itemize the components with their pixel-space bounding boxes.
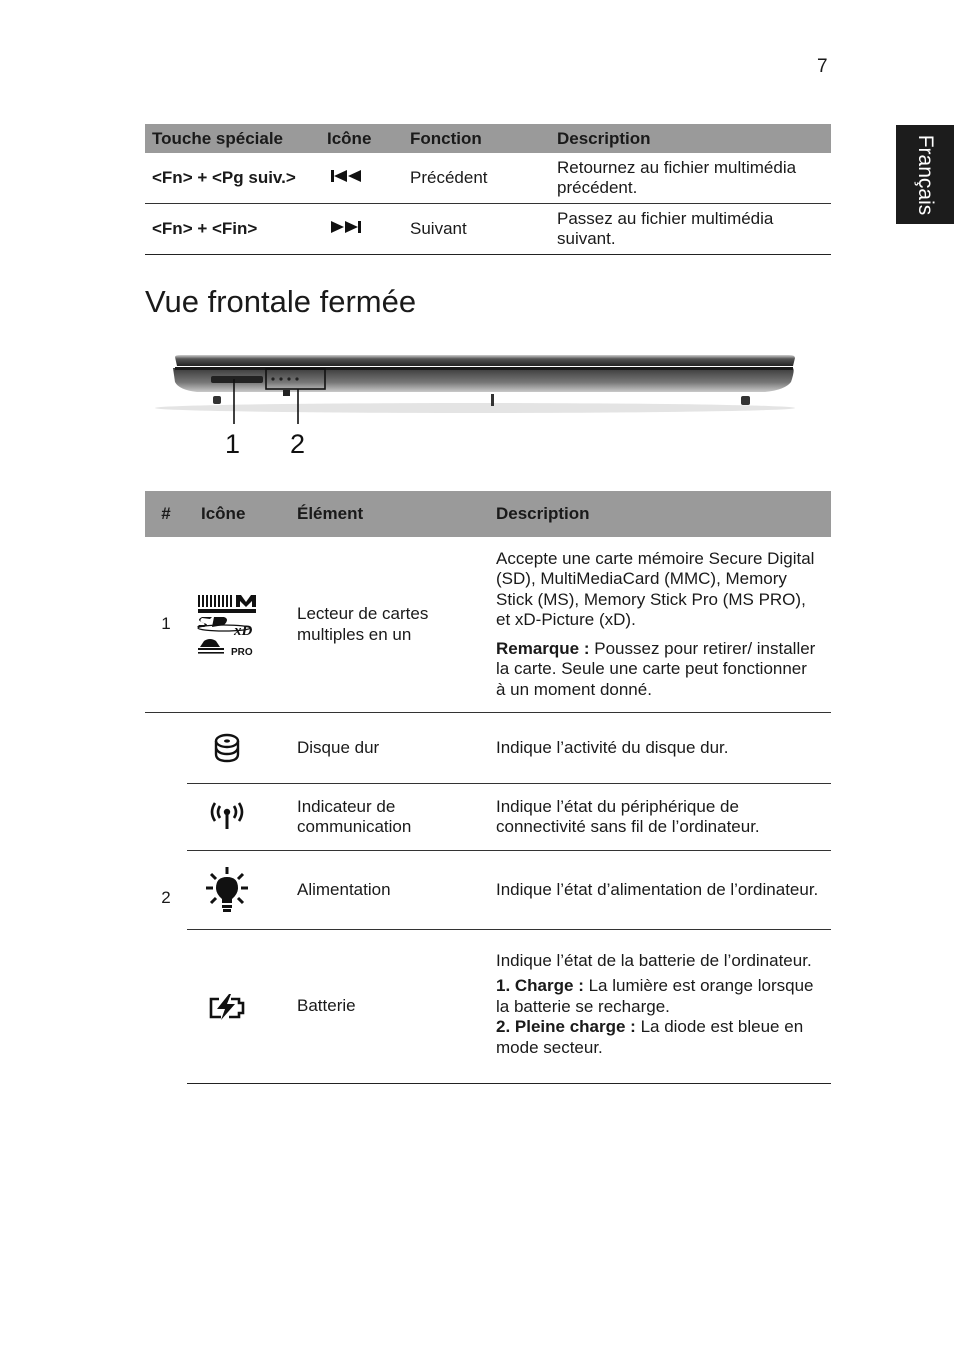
callout-label: 2 xyxy=(290,429,306,459)
column-header: # xyxy=(145,491,187,537)
function-name: Précédent xyxy=(403,153,550,204)
laptop-front-view-illustration xyxy=(145,346,805,466)
function-description: Passez au fichier multimédia suivant. xyxy=(550,204,831,255)
icon-cell xyxy=(187,713,297,784)
key-combo: <Fn> + <Fin> xyxy=(145,204,320,255)
column-header: Icône xyxy=(187,491,297,537)
table-row xyxy=(145,851,831,930)
note-label: Remarque : xyxy=(496,638,590,658)
table-header-row xyxy=(145,491,831,537)
icon-cell xyxy=(187,851,297,930)
status-item-label: 1. Charge : xyxy=(496,976,584,996)
column-header: Icône xyxy=(320,124,403,153)
table-row xyxy=(145,153,831,204)
table-row xyxy=(145,204,831,255)
element-description: Indique l’état du périphérique de connectivité sans fil de l’ordinateur. xyxy=(496,784,831,851)
card-reader-icon xyxy=(194,593,260,657)
icon-cell xyxy=(187,537,297,713)
description-text: Accepte une carte mémoire Secure Digital (SD), MultiMediaCard (MMC), Memory Stick (MS), Memory Stick Pro (MS PRO), et xD-Picture (xD). xyxy=(496,548,815,630)
table-row xyxy=(145,784,831,851)
status-item xyxy=(496,976,821,1017)
icon-cell xyxy=(320,204,403,255)
power-icon xyxy=(205,866,249,914)
function-description: Retournez au fichier multimédia précédent. xyxy=(550,153,831,204)
table-header-row xyxy=(145,124,831,153)
column-header: Description xyxy=(550,124,831,153)
element-name: Alimentation xyxy=(297,851,496,930)
callout-label: 1 xyxy=(225,429,241,459)
column-header: Description xyxy=(496,491,831,537)
icon-cell xyxy=(187,930,297,1084)
next-track-icon xyxy=(327,218,367,236)
section-title: Vue frontale fermée xyxy=(145,284,417,319)
description-text: Indique l’état de la batterie de l’ordinateur. xyxy=(496,950,812,970)
key-combo: <Fn> + <Pg suiv.> xyxy=(145,153,320,204)
status-item-text: La diode est bleue en mode secteur. xyxy=(496,1017,804,1057)
note-paragraph xyxy=(496,639,821,701)
wireless-icon xyxy=(208,802,246,832)
svg-text:xD: xD xyxy=(234,622,253,639)
hard-disk-icon xyxy=(212,732,242,764)
icon-cell xyxy=(320,153,403,204)
table-row xyxy=(145,537,831,713)
component-table xyxy=(145,491,831,1084)
element-description xyxy=(496,537,831,713)
battery-icon xyxy=(207,993,247,1021)
shortcut-table xyxy=(145,124,831,255)
row-number: 1 xyxy=(161,614,171,634)
element-name: Lecteur de cartes multiples en un xyxy=(297,604,429,644)
table-row xyxy=(145,713,831,784)
element-description: Indique l’activité du disque dur. xyxy=(496,713,831,784)
element-description xyxy=(496,930,831,1084)
function-name: Suivant xyxy=(403,204,550,255)
page-number: 7 xyxy=(817,56,828,77)
row-number: 2 xyxy=(145,713,187,1084)
column-header: Touche spéciale xyxy=(145,124,320,153)
language-tab-label: Français xyxy=(914,134,937,215)
icon-cell xyxy=(187,784,297,851)
table-row xyxy=(145,930,831,1084)
language-tab xyxy=(896,125,954,224)
element-name: Indicateur de communication xyxy=(297,784,496,851)
element-name: Disque dur xyxy=(297,713,496,784)
element-name: Batterie xyxy=(297,930,496,1084)
status-item-label: 2. Pleine charge : xyxy=(496,1017,636,1037)
previous-track-icon xyxy=(327,167,367,185)
column-header: Fonction xyxy=(403,124,550,153)
svg-text:PRO: PRO xyxy=(231,646,253,657)
note-text: Poussez pour retirer/ installer la carte. Seule une carte peut fonctionner à un moment donné. xyxy=(496,638,816,699)
element-description: Indique l’état d’alimentation de l’ordinateur. xyxy=(496,851,831,930)
status-item xyxy=(496,1017,821,1058)
status-item-text: La lumière est orange lorsque la batterie se recharge. xyxy=(496,976,814,1016)
column-header: Élément xyxy=(297,491,496,537)
